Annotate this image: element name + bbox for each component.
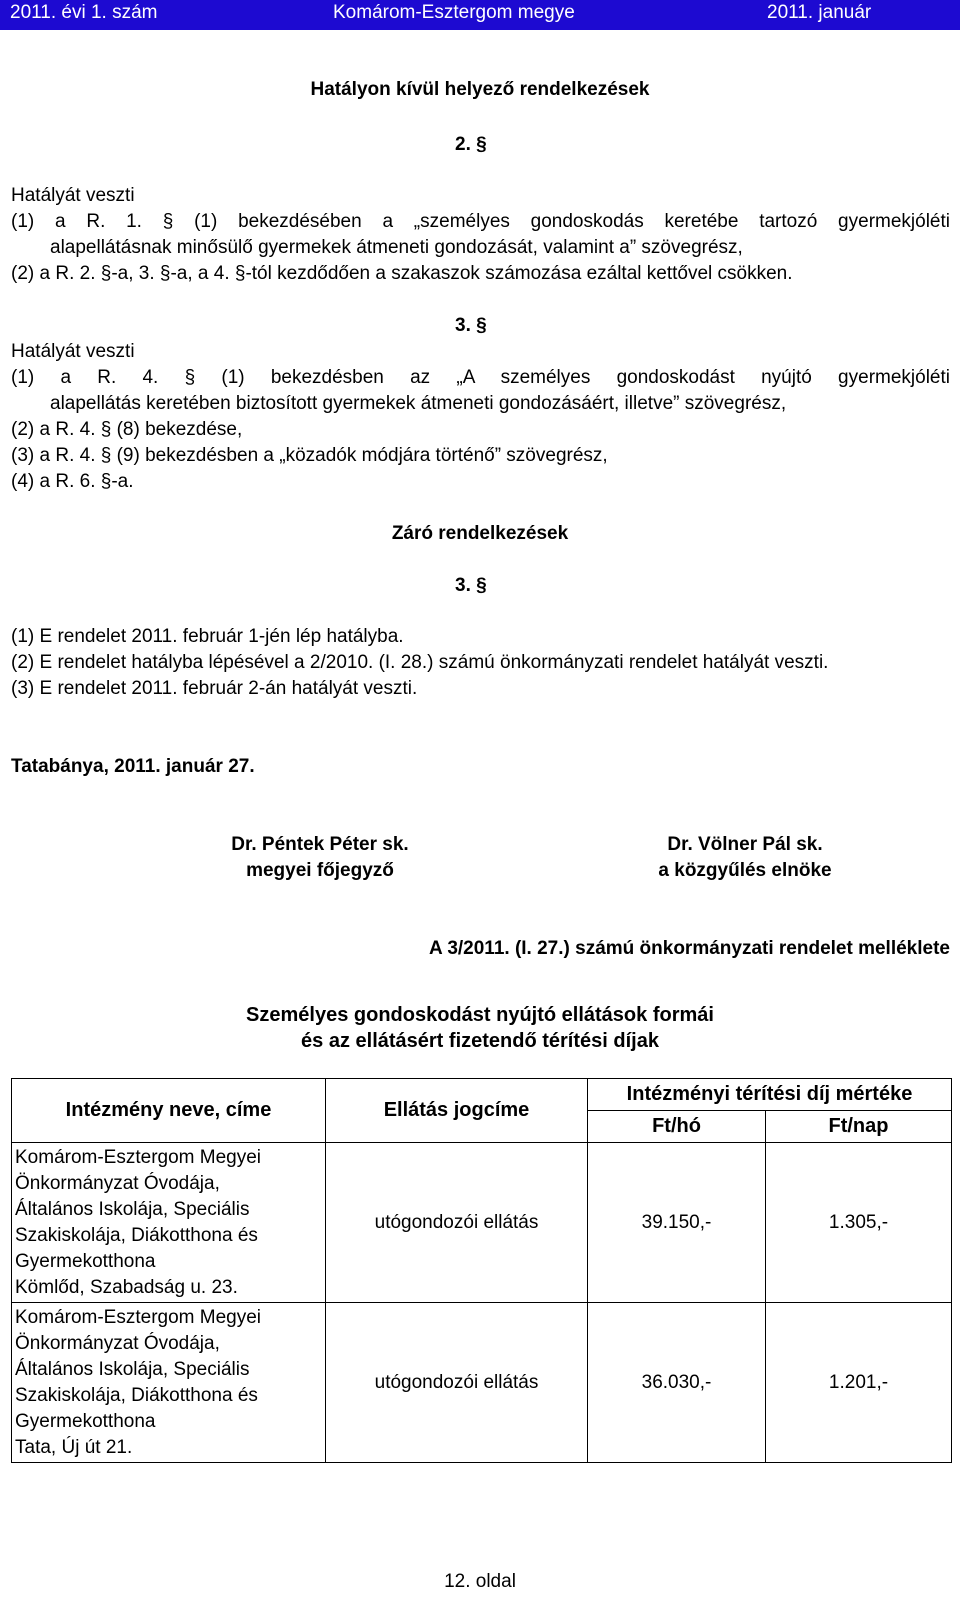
row-2-institution	[12, 1303, 326, 1463]
header-institution: Intézmény neve, címe	[12, 1079, 326, 1143]
table-row	[12, 1143, 952, 1303]
annex-subtitle-line1: Személyes gondoskodást nyújtó ellátások formái	[246, 1004, 714, 1026]
section-3-p1-line1: (1) a R. 4. § (1) bekezdésben az „A személyes gondoskodást nyújtó gyermekjóléti	[11, 367, 950, 388]
row-2-per-month: 36.030,-	[588, 1303, 766, 1463]
institution-line: Szakiskolája, Diákotthona és	[15, 1384, 258, 1406]
signature-2-role: a közgyűlés elnöke	[658, 860, 832, 881]
section-2-number: 2. §	[455, 134, 487, 155]
signature-1-role: megyei főjegyző	[246, 860, 394, 881]
institution-address: Kömlőd, Szabadság u. 23.	[15, 1276, 238, 1298]
issue-month: 2011. január	[767, 2, 872, 23]
place-date: Tatabánya, 2011. január 27.	[11, 756, 255, 777]
table-row	[12, 1303, 952, 1463]
closing-p2: (2) E rendelet hatályba lépésével a 2/2010. (I. 28.) számú önkormányzati rendelet hatályát veszti.	[11, 652, 829, 673]
section-2-p1-line2: alapellátásnak minősülő gyermekek átmeneti gondozását, valamint a” szövegrész,	[50, 237, 743, 258]
annex-subtitle-line2: és az ellátásért fizetendő térítési díjak	[301, 1030, 659, 1052]
row-1-per-day: 1.305,-	[766, 1143, 952, 1303]
page-header	[0, 0, 960, 30]
section-2-p1-line1: (1) a R. 1. § (1) bekezdésében a „személyes gondoskodás keretébe tartozó gyermekjóléti	[11, 211, 950, 232]
repeal-section-title: Hatályon kívül helyező rendelkezések	[310, 79, 650, 100]
closing-section-title: Záró rendelkezések	[391, 523, 569, 544]
row-2-per-day: 1.201,-	[766, 1303, 952, 1463]
institution-line: Általános Iskolája, Speciális	[15, 1198, 250, 1220]
section-3-intro: Hatályát veszti	[11, 341, 135, 362]
header-per-month: Ft/hó	[588, 1111, 766, 1143]
section-2-intro: Hatályát veszti	[11, 185, 135, 206]
institution-line: Szakiskolája, Diákotthona és	[15, 1224, 258, 1246]
section-3-p2: (2) a R. 4. § (8) bekezdése,	[11, 419, 243, 440]
institution-line: Komárom-Esztergom Megyei	[15, 1146, 262, 1168]
signature-1-name: Dr. Péntek Péter sk.	[231, 834, 409, 855]
section-3-number: 3. §	[455, 315, 487, 336]
institution-line: Önkormányzat Óvodája,	[15, 1172, 220, 1194]
header-fee-group: Intézményi térítési díj mértéke	[588, 1079, 952, 1111]
row-1-institution	[12, 1143, 326, 1303]
row-1-service: utógondozói ellátás	[326, 1143, 588, 1303]
closing-p3: (3) E rendelet 2011. február 2-án hatályát veszti.	[11, 678, 418, 699]
institution-line: Komárom-Esztergom Megyei	[15, 1306, 262, 1328]
section-3-p1-line2: alapellátás keretében biztosított gyermekek átmeneti gondozásáért, illetve” szövegrész,	[50, 393, 787, 414]
closing-section-number: 3. §	[455, 575, 487, 596]
closing-p1: (1) E rendelet 2011. február 1-jén lép hatályba.	[11, 626, 404, 647]
fee-table	[11, 1078, 952, 1463]
institution-address: Tata, Új út 21.	[15, 1436, 133, 1458]
institution-line: Önkormányzat Óvodája,	[15, 1332, 220, 1354]
institution-line: Gyermekotthona	[15, 1250, 156, 1272]
table-header-row-1	[12, 1079, 952, 1111]
row-1-per-month: 39.150,-	[588, 1143, 766, 1303]
section-2-p2: (2) a R. 2. §-a, 3. §-a, a 4. §-tól kezdődően a szakaszok számozása ezáltal kettővel csökken.	[11, 263, 793, 284]
institution-line: Gyermekotthona	[15, 1410, 156, 1432]
section-3-p3: (3) a R. 4. § (9) bekezdésben a „közadók módjára történő” szövegrész,	[11, 445, 608, 466]
header-per-day: Ft/nap	[766, 1111, 952, 1143]
institution-line: Általános Iskolája, Speciális	[15, 1358, 250, 1380]
section-3-p4: (4) a R. 6. §-a.	[11, 471, 134, 492]
row-2-service: utógondozói ellátás	[326, 1303, 588, 1463]
annex-title: A 3/2011. (I. 27.) számú önkormányzati rendelet melléklete	[429, 938, 950, 959]
header-service: Ellátás jogcíme	[326, 1079, 588, 1143]
page-number: 12. oldal	[444, 1571, 516, 1592]
signature-2-name: Dr. Völner Pál sk.	[667, 834, 823, 855]
county-name: Komárom-Esztergom megye	[333, 2, 575, 23]
issue-number: 2011. évi 1. szám	[10, 2, 158, 23]
